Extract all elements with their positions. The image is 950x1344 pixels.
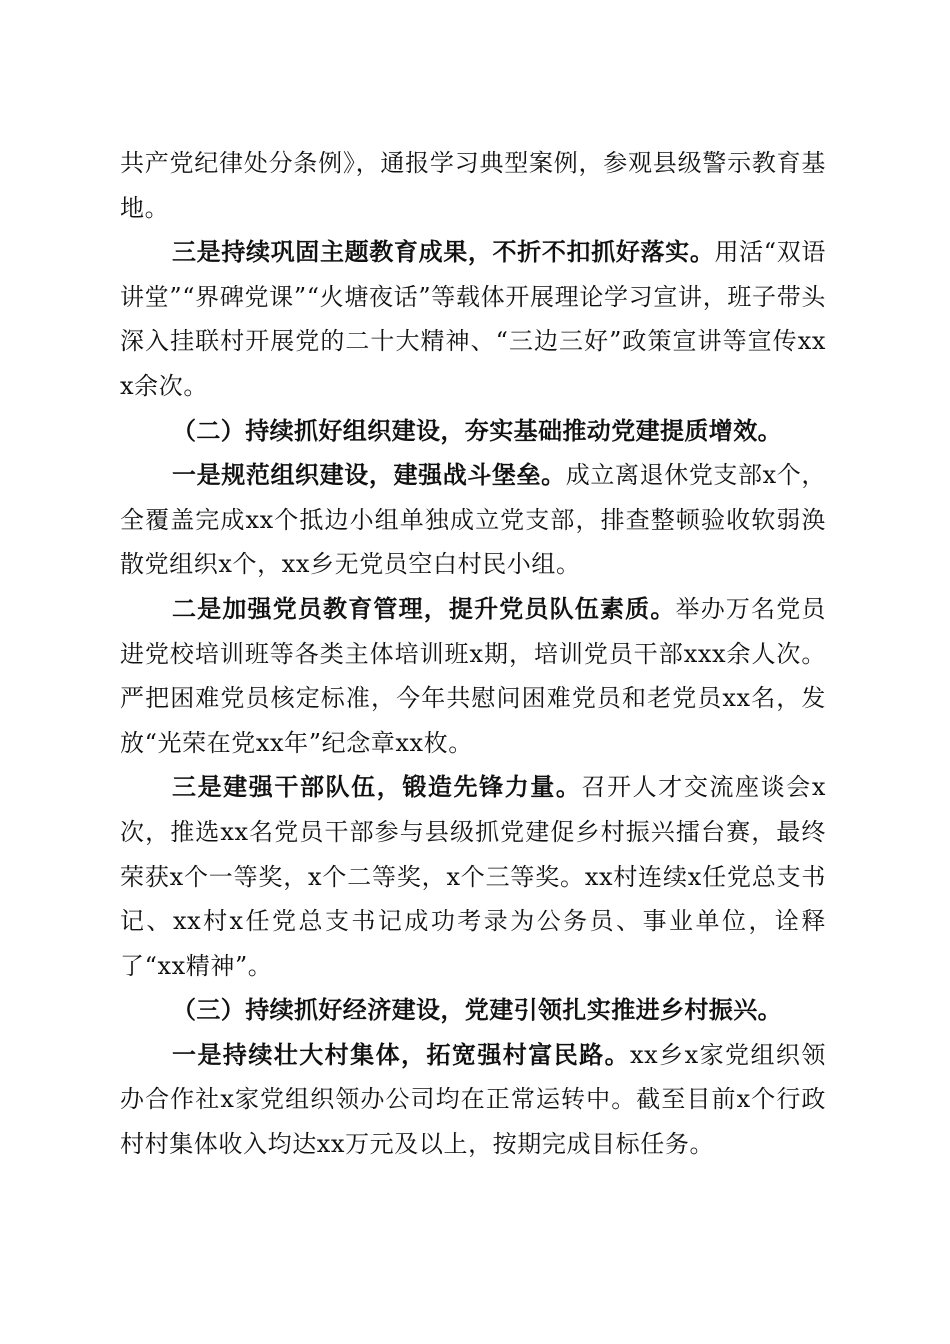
paragraph-lead: 二是加强党员教育管理，提升党员队伍素质。 xyxy=(172,593,676,623)
paragraph-lead: 三是建强干部队伍，锻造先锋力量。 xyxy=(172,772,582,802)
document-page xyxy=(120,141,826,1167)
paragraph-lead: 三是持续巩固主题教育成果，不折不扣抓好落实。 xyxy=(172,237,715,267)
paragraph-cadre-team xyxy=(120,765,826,988)
paragraph-body: 用活“双语讲堂”“界碑党课”“火塘夜话”等载体开展理论学习宣讲，班子带头深入挂联村开展党的二十大精神、“三边三好”政策宣讲等宣传xxx余次。 xyxy=(120,238,826,400)
paragraph-organization-building xyxy=(120,453,826,587)
paragraph-body: 召开人才交流座谈会x次，推选xx名党员干部参与县级抓党建促乡村振兴擂台赛，最终荣获x个一等奖，x个二等奖，x个三等奖。xx村连续x任党总支书记、xx村x任党总支书记成功考录为公务员、事业单位，诠释了“xx精神”。 xyxy=(120,773,826,980)
paragraph-body: 成立离退休党支部x个，全覆盖完成xx个抵边小组单独成立党支部，排查整顿验收软弱涣散党组织x个，xx乡无党员空白村民小组。 xyxy=(120,461,826,579)
paragraph-theme-education xyxy=(120,230,826,408)
paragraph-village-collective xyxy=(120,1033,826,1167)
paragraph-body: 共产党纪律处分条例》，通报学习典型案例，参观县级警示教育基地。 xyxy=(120,149,826,222)
paragraph-lead: 一是持续壮大村集体，拓宽强村富民路。 xyxy=(172,1039,631,1069)
section-heading-economy: （三）持续抓好经济建设，党建引领扎实推进乡村振兴。 xyxy=(172,995,782,1025)
paragraph-body: xx乡x家党组织领办合作社x家党组织领办公司均在正常运转中。截至目前x个行政村村集体收入均达xx万元及以上，按期完成目标任务。 xyxy=(120,1040,826,1159)
paragraph-lead: 一是规范组织建设，建强战斗堡垒。 xyxy=(172,460,566,490)
section-heading-organization: （二）持续抓好组织建设，夯实基础推动党建提质增效。 xyxy=(172,415,782,445)
paragraph-continuation xyxy=(120,141,826,230)
paragraph-body: 举办万名党员进党校培训班等各类主体培训班x期，培训党员干部xxx余人次。严把困难党员核定标准，今年共慰问困难党员和老党员xx名，发放“光荣在党xx年”纪念章xx枚。 xyxy=(120,594,826,757)
paragraph-member-education xyxy=(120,587,826,765)
